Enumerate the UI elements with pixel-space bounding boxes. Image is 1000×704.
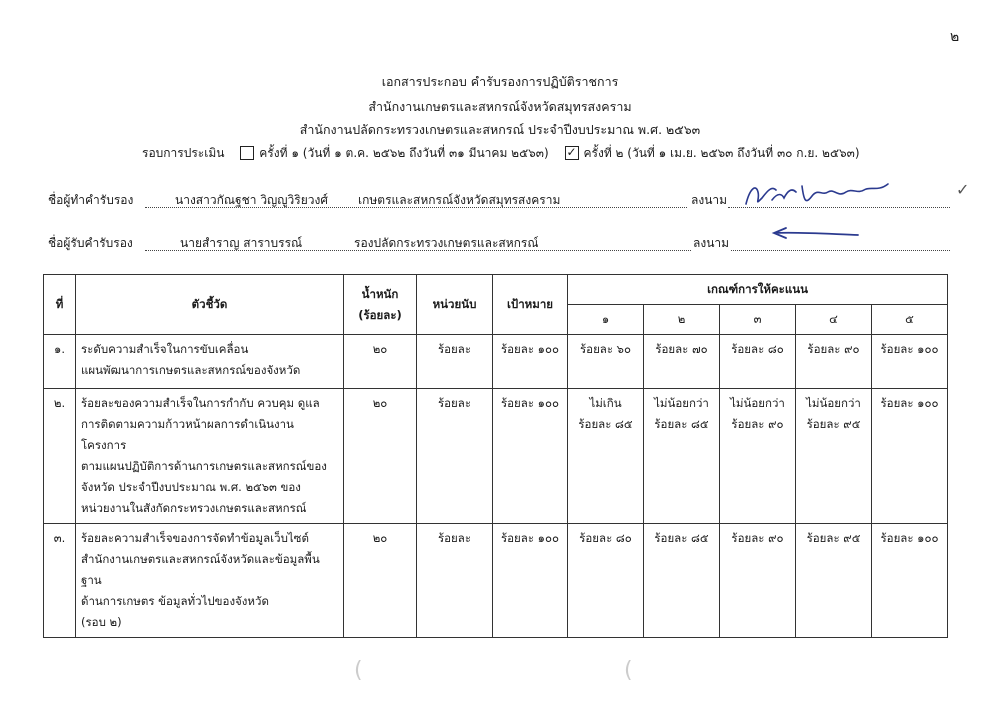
- row-weight: ๒๐: [344, 389, 417, 524]
- row-indicator: ร้อยละความสำเร็จของการจัดทำข้อมูลเว็บไซต์ สำนักงานเกษตรและสหกรณ์จังหวัดและข้อมูลพื้นฐาน ด้านการเกษตร ข้อมูลทั่วไปของจังหวัด (รอบ ๒): [76, 524, 344, 638]
- maker-signature: [742, 178, 892, 212]
- header-criteria: เกณฑ์การให้คะแนน: [568, 275, 948, 305]
- row-level-1: ไม่เกิน ร้อยละ ๘๕: [568, 389, 644, 524]
- row-unit: ร้อยละ: [417, 389, 493, 524]
- row-level-4: ร้อยละ ๙๕: [796, 524, 872, 638]
- header-weight: [344, 275, 417, 335]
- row-weight: ๒๐: [344, 335, 417, 389]
- maker-position: เกษตรและสหกรณ์จังหวัดสมุทรสงคราม: [358, 193, 561, 207]
- header-level-3: ๓: [720, 305, 796, 335]
- row-level-4: ร้อยละ ๙๐: [796, 335, 872, 389]
- evaluation-round: [142, 144, 860, 163]
- table-row: [44, 524, 948, 638]
- scan-smudge: (: [624, 658, 633, 683]
- row-level-5: ร้อยละ ๑๐๐: [872, 335, 948, 389]
- round1-label: ครั้งที่ ๑ (วันที่ ๑ ต.ค. ๒๕๖๒ ถึงวันที่ ๓๑ มีนาคม ๒๕๖๓): [259, 146, 549, 160]
- header-weight-label: น้ำหนัก: [361, 286, 399, 301]
- row-target: ร้อยละ ๑๐๐: [493, 389, 568, 524]
- header-indicator: ตัวชี้วัด: [76, 275, 344, 335]
- row-indicator: ระดับความสำเร็จในการขับเคลื่อน แผนพัฒนาการเกษตรและสหกรณ์ของจังหวัด: [76, 335, 344, 389]
- maker-name: นางสาวกัณฐชา วิญญูวิริยวงศ์: [175, 193, 328, 207]
- row-target: ร้อยละ ๑๐๐: [493, 335, 568, 389]
- row-indicator: ร้อยละของความสำเร็จในการกำกับ ควบคุม ดูแล การติดตามความก้าวหน้าผลการดำเนินงานโครงการ ตามแผนปฏิบัติการด้านการเกษตรและสหกรณ์ของ จังหวัด ประจำปีงบประมาณ พ.ศ. ๒๕๖๓ ของ หน่วยงานในสังกัดกระทรวงเกษตรและสหกรณ์: [76, 389, 344, 524]
- row-level-3: ไม่น้อยกว่า ร้อยละ ๙๐: [720, 389, 796, 524]
- header-weight-unit: (ร้อยละ): [358, 307, 402, 322]
- maker-sign-label: ลงนาม: [691, 193, 728, 207]
- receiver-name: นายสำราญ สาราบรรณ์: [180, 236, 303, 250]
- row-unit: ร้อยละ: [417, 524, 493, 638]
- header-level-4: ๔: [796, 305, 872, 335]
- table-row: [44, 389, 948, 524]
- row-level-2: ร้อยละ ๗๐: [644, 335, 720, 389]
- arrow-mark-icon: [770, 226, 860, 242]
- row-level-1: ร้อยละ ๖๐: [568, 335, 644, 389]
- row-level-3: ร้อยละ ๘๐: [720, 335, 796, 389]
- row-level-5: ร้อยละ ๑๐๐: [872, 389, 948, 524]
- document-title: เอกสารประกอบ คำรับรองการปฏิบัติราชการ: [381, 74, 619, 89]
- row-level-5: ร้อยละ ๑๐๐: [872, 524, 948, 638]
- receiver-sign-label: ลงนาม: [693, 236, 730, 250]
- row-target: ร้อยละ ๑๐๐: [493, 524, 568, 638]
- receiver-position: รองปลัดกระทรวงเกษตรและสหกรณ์: [354, 236, 539, 250]
- round1-checkbox[interactable]: [240, 146, 254, 160]
- header-no: ที่: [44, 275, 76, 335]
- row-no: ๑.: [44, 335, 76, 389]
- header-unit: หน่วยนับ: [417, 275, 493, 335]
- round2-checkbox[interactable]: ✓: [566, 144, 577, 159]
- row-no: ๓.: [44, 524, 76, 638]
- row-level-2: ร้อยละ ๘๕: [644, 524, 720, 638]
- row-no: ๒.: [44, 389, 76, 524]
- evaluation-round-label: รอบการประเมิน: [142, 146, 225, 160]
- fiscal-year-line: สำนักงานปลัดกระทรวงเกษตรและสหกรณ์ ประจำปีงบประมาณ พ.ศ. ๒๕๖๓: [299, 122, 701, 137]
- round2-label: ครั้งที่ ๒ (วันที่ ๑ เม.ย. ๒๕๖๓ ถึงวันที่ ๓๐ ก.ย. ๒๕๖๓): [583, 146, 860, 160]
- header-level-2: ๒: [644, 305, 720, 335]
- table-row: [44, 335, 948, 389]
- office-name: สำนักงานเกษตรและสหกรณ์จังหวัดสมุทรสงคราม: [368, 99, 632, 114]
- receiver-sign-line: [731, 249, 950, 251]
- checkmark-icon: ✓: [956, 180, 970, 199]
- row-weight: ๒๐: [344, 524, 417, 638]
- row-unit: ร้อยละ: [417, 335, 493, 389]
- row-level-1: ร้อยละ ๘๐: [568, 524, 644, 638]
- scan-smudge: (: [354, 658, 363, 683]
- page-number: ๒: [950, 29, 960, 45]
- row-level-3: ร้อยละ ๙๐: [720, 524, 796, 638]
- row-level-4: ไม่น้อยกว่า ร้อยละ ๙๕: [796, 389, 872, 524]
- receiver-label: ชื่อผู้รับคำรับรอง: [48, 236, 133, 250]
- header-level-5: ๕: [872, 305, 948, 335]
- row-level-2: ไม่น้อยกว่า ร้อยละ ๘๕: [644, 389, 720, 524]
- indicator-table: [43, 274, 948, 638]
- maker-label: ชื่อผู้ทำคำรับรอง: [48, 193, 134, 207]
- header-target: เป้าหมาย: [493, 275, 568, 335]
- header-level-1: ๑: [568, 305, 644, 335]
